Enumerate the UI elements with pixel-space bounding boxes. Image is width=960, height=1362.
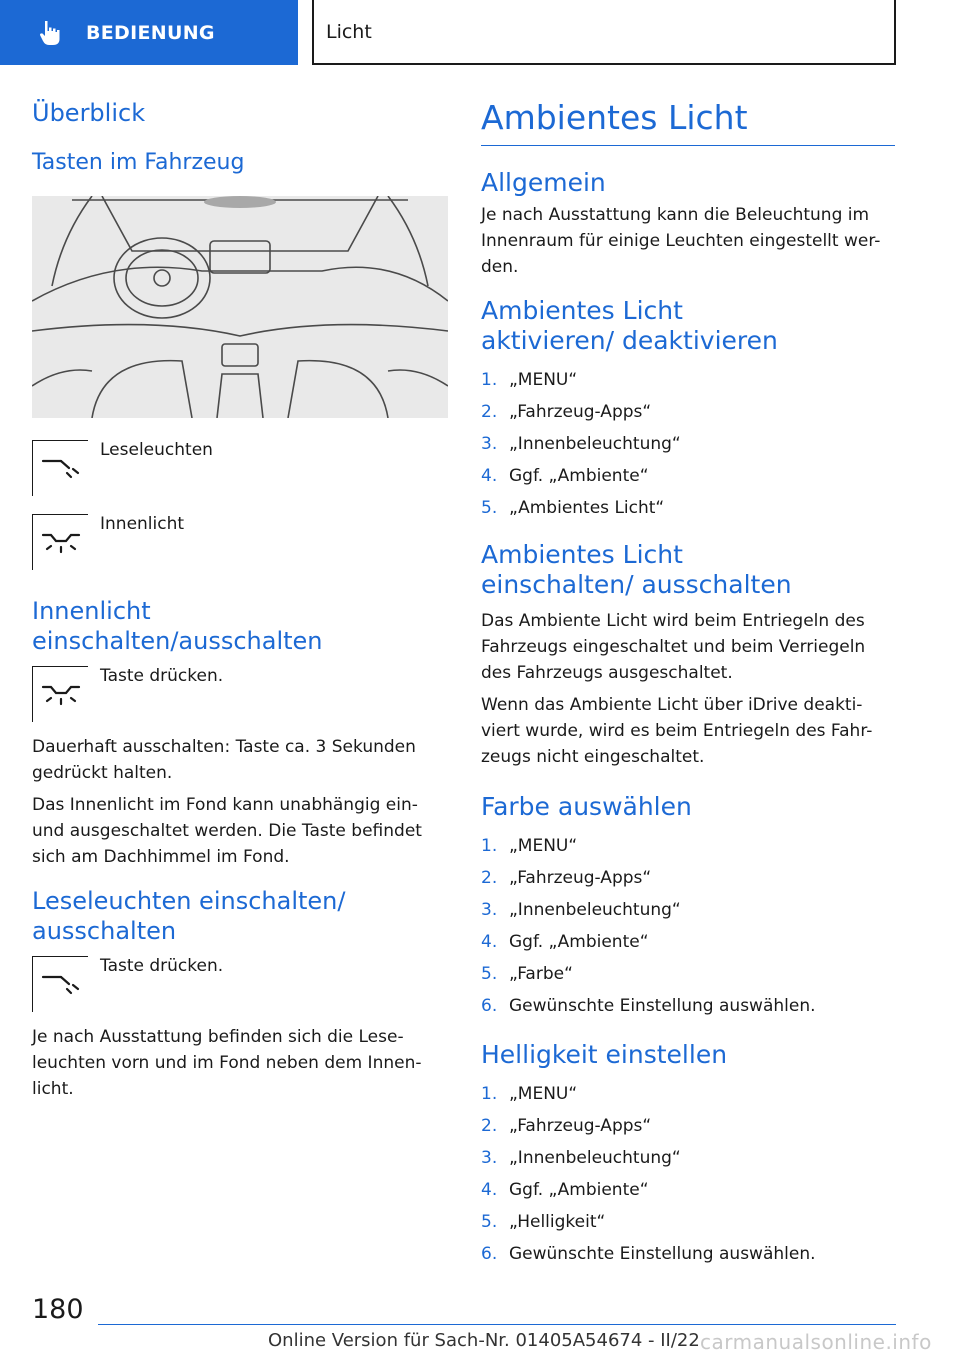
list-item: 4. Ggf. „Ambiente“ [481,932,649,952]
list-item: 4. Ggf. „Ambiente“ [481,466,649,486]
press-button-text: Taste drücken. [100,956,224,976]
list-item: 1. „MENU“ [481,370,578,390]
car-interior-figure [32,196,448,418]
color-heading: Farbe auswählen [481,792,692,821]
reading-light-heading: Leseleuchten einschalten/ ausschalten [32,887,346,945]
list-item: 4. Ggf. „Ambiente“ [481,1180,649,1200]
reading-light-instruction [32,956,448,1012]
switch-p1: Das Ambiente Licht wird beim Entriegeln des Fahrzeugs eingeschaltet und beim Verriegeln des Fahrzeugs ausgeschaltet. [481,611,866,683]
interior-light-instruction [32,666,448,722]
general-heading: Allgemein [481,168,606,197]
section-title: BEDIENUNG [86,21,215,44]
list-item: 5. „Farbe“ [481,964,573,984]
right-column [481,98,895,1278]
buttons-heading: Tasten im Fahrzeug [32,150,245,175]
interior-light-label: Innenlicht [100,514,185,534]
list-item: 2. „Fahrzeug-Apps“ [481,402,652,422]
watermark: carmanualsonline.info [700,1330,932,1354]
list-item: 3. „Innenbeleuchtung“ [481,434,681,454]
reading-light-legend [32,440,448,496]
interior-light-icon [39,527,83,557]
general-text: Je nach Ausstattung kann die Beleuchtung im Innenraum für einige Leuchten eingestellt wer- den. [481,205,881,277]
switch-heading: Ambientes Licht einschalten/ ausschalten [481,540,792,599]
list-item: 2. „Fahrzeug-Apps“ [481,1116,652,1136]
reading-light-icon [39,969,83,999]
page-number: 180 [32,1294,84,1325]
brightness-heading: Helligkeit einstellen [481,1040,728,1069]
interior-light-icon [39,679,83,709]
list-item: 2. „Fahrzeug-Apps“ [481,868,652,888]
color-steps [481,830,895,1022]
section-tab [0,0,298,65]
interior-light-p2: Das Innenlicht im Fond kann unabhängig ein- und ausgeschaltet werden. Die Taste befindet sich am Dachhimmel im Fond. [32,795,422,867]
chapter-tab [312,0,896,65]
list-item: 1. „MENU“ [481,836,578,856]
chapter-title: Licht [326,20,372,43]
list-item: 1. „MENU“ [481,1084,578,1104]
left-column [32,98,448,1108]
hand-pointer-icon [36,18,66,48]
activate-heading: Ambientes Licht aktivieren/ deaktivieren [481,296,778,355]
footer-divider [98,1324,896,1325]
list-item: 3. „Innenbeleuchtung“ [481,900,681,920]
list-item: 6. Gewünschte Einstellung auswählen. [481,1244,816,1264]
ambient-light-title: Ambientes Licht [481,98,895,146]
interior-light-legend [32,514,448,570]
reading-light-icon [39,453,83,483]
footer-version: Online Version für Sach-Nr. 01405A54674 - II/22 [268,1330,700,1351]
brightness-steps [481,1078,895,1270]
press-button-text: Taste drücken. [100,666,224,686]
list-item: 3. „Innenbeleuchtung“ [481,1148,681,1168]
interior-light-heading: Innenlicht einschalten/ausschalten [32,597,323,655]
list-item: 5. „Ambientes Licht“ [481,498,665,518]
interior-light-p1: Dauerhaft ausschalten: Taste ca. 3 Sekunden gedrückt halten. [32,737,416,783]
list-item: 6. Gewünschte Einstellung auswählen. [481,996,816,1016]
reading-light-p1: Je nach Ausstattung befinden sich die Lese- leuchten vorn und im Fond neben dem Innen- licht. [32,1027,422,1099]
activate-steps [481,364,895,524]
overview-heading: Überblick [32,99,146,127]
switch-p2: Wenn das Ambiente Licht über iDrive deakti- viert wurde, wird es beim Entriegeln des Fahr- zeugs nicht eingeschaltet. [481,695,873,767]
reading-light-label: Leseleuchten [100,440,213,460]
list-item: 5. „Helligkeit“ [481,1212,606,1232]
